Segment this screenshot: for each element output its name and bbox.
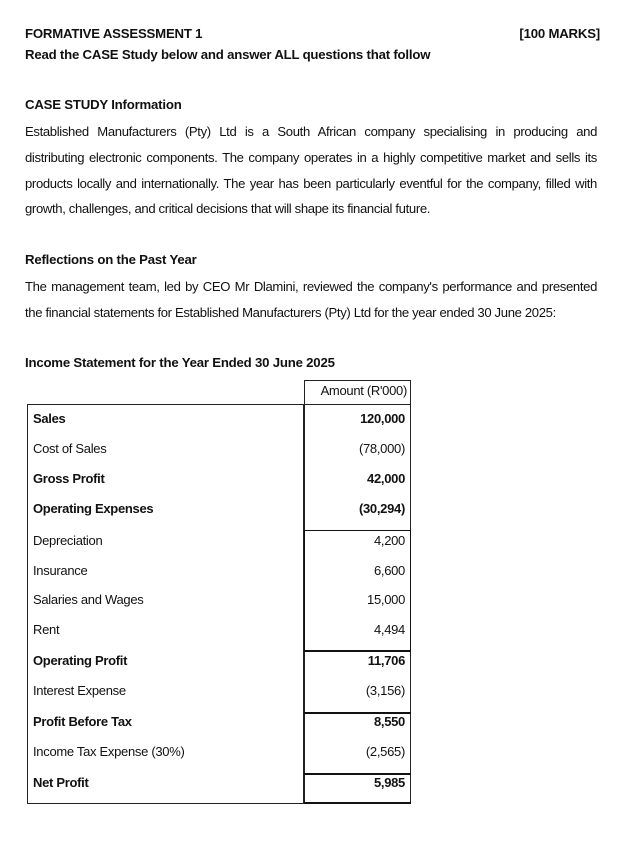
row-amount: 11,706 (367, 653, 405, 668)
table-row (27, 711, 411, 741)
row-label: Salaries and Wages (33, 592, 144, 607)
row-amount: 15,000 (367, 592, 405, 607)
reflections-paragraph: The management team, led by CEO Mr Dlamini, reviewed the company's performance and presented the financial statements for Established Manufacturers (Pty) Ltd for the year ended 30 June 2025: (25, 279, 597, 320)
row-label: Operating Profit (33, 653, 128, 668)
case-study-paragraph: Established Manufacturers (Pty) Ltd is a South African company specialising in producing and distributing electronic components. The company operates in a highly competitive market and sells its products locally and internationally. The year has been particularly eventful for the company, filled with growth, challenges, and critical decisions that will shape its financial future. (25, 124, 597, 217)
row-amount: 42,000 (367, 471, 405, 486)
row-label: Profit Before Tax (33, 714, 132, 729)
table-row (27, 619, 411, 649)
amount-column-header: Amount (R'000) (320, 383, 407, 398)
row-amount: (2,565) (365, 744, 405, 759)
row-label: Insurance (33, 563, 88, 578)
table-row (27, 438, 411, 468)
row-amount: 4,200 (373, 533, 405, 548)
row-label: Gross Profit (33, 471, 105, 486)
assessment-title: FORMATIVE ASSESSMENT 1 (25, 26, 203, 41)
income-statement-table (27, 380, 411, 805)
row-label: Income Tax Expense (30%) (33, 744, 185, 759)
table-row (27, 560, 411, 590)
row-amount: 4,494 (373, 622, 405, 637)
net-profit-bottom-rule (304, 802, 411, 804)
row-amount: 6,600 (373, 563, 405, 578)
row-label: Operating Expenses (33, 501, 154, 516)
row-label: Rent (33, 622, 60, 637)
reflections-heading: Reflections on the Past Year (25, 252, 197, 267)
income-statement-heading: Income Statement for the Year Ended 30 June 2025 (25, 355, 335, 370)
row-amount: (30,294) (358, 501, 405, 516)
table-row (27, 589, 411, 619)
table-row (27, 741, 411, 771)
table-row (27, 408, 411, 438)
table-row (27, 468, 411, 498)
row-label: Interest Expense (33, 683, 126, 698)
instruction-text: Read the CASE Study below and answer ALL questions that follow (25, 47, 431, 62)
table-row (27, 772, 411, 802)
case-study-heading: CASE STUDY Information (25, 97, 182, 112)
table-row (27, 530, 411, 560)
table-row (27, 498, 411, 528)
row-amount: (3,156) (365, 683, 405, 698)
row-label: Cost of Sales (33, 441, 107, 456)
row-label: Sales (33, 411, 66, 426)
row-amount: 120,000 (360, 411, 405, 426)
row-label: Depreciation (33, 533, 103, 548)
row-amount: 5,985 (373, 775, 405, 790)
table-row (27, 650, 411, 680)
table-row (27, 680, 411, 710)
row-amount: (78,000) (358, 441, 405, 456)
row-amount: 8,550 (373, 714, 405, 729)
total-marks: [100 MARKS] (519, 26, 600, 41)
row-label: Net Profit (33, 775, 89, 790)
